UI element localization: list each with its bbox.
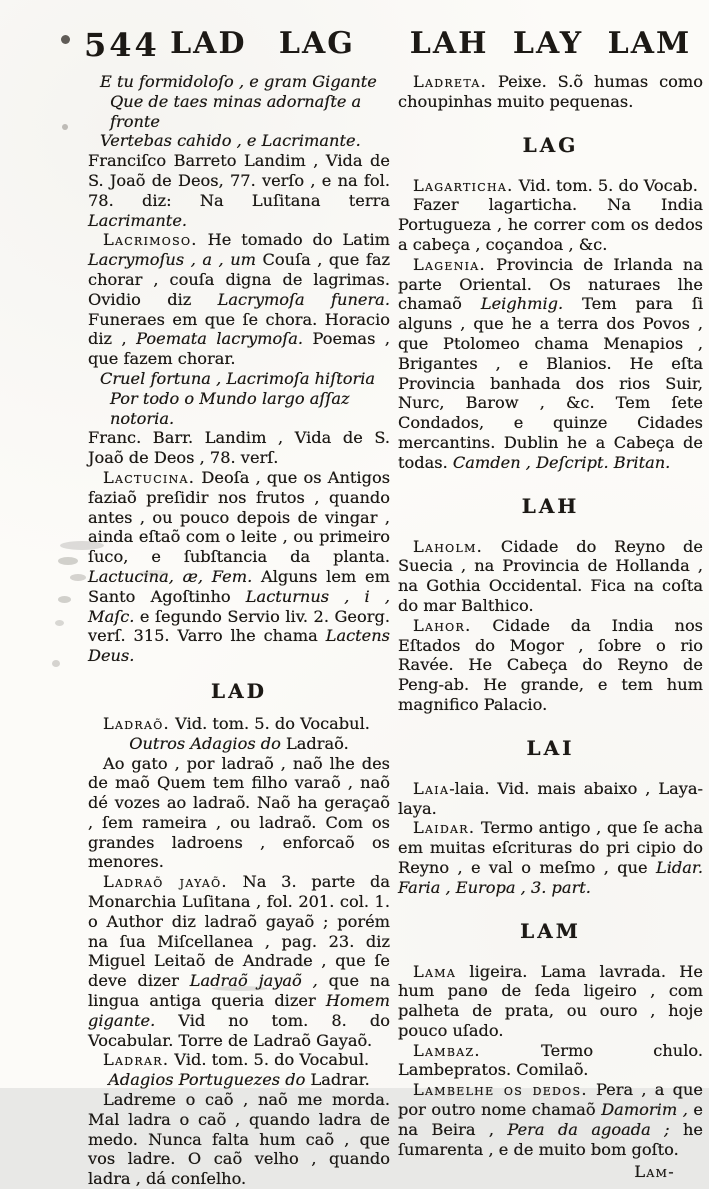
text-segment: LAM: [520, 918, 581, 943]
ink-speck: [52, 660, 60, 667]
text-block: [398, 962, 703, 1041]
text-segment: Fazer lagarticha. Na India Portugueza , he correr com os dedos a cabeça , coçandoa , &c.: [398, 195, 703, 254]
verse-line: [100, 131, 390, 151]
verse-line: [100, 72, 390, 92]
text-segment: Leighmig.: [480, 294, 564, 314]
text-segment: Outros Adagios do: [129, 733, 287, 753]
text-segment: Camden , Deſcript. Britan.: [452, 452, 671, 472]
text-segment: Peixe. S.õ humas como choupinhas muito pequenas.: [398, 72, 703, 111]
text-segment: Tem para ſi alguns , que he a terra dos Povos , que Ptolomeo chama Menapios , Brigantes , e Blanios. He eſta Provincia banhada dos rios Suir, Nurc, Barow , &c. Tem ſete Condados, e quinze Cidades mercantins. Dublin he a Cabeça de todas.: [398, 294, 703, 472]
text-segment: que na lingua antiga queria dizer: [88, 971, 390, 1011]
text-block: [398, 1041, 703, 1081]
right-column: [398, 72, 703, 1189]
text-segment: LAG: [522, 132, 579, 157]
text-segment: Que de taes minas adornaſte a fronte: [110, 91, 362, 131]
text-block: [398, 255, 703, 473]
ink-speck: [60, 541, 104, 550]
text-segment: LAH: [521, 493, 580, 518]
text-block: [88, 1070, 390, 1090]
text-block: [398, 616, 703, 715]
page-number: 544: [84, 26, 160, 64]
text-block: [398, 176, 703, 196]
text-segment: Laholm.: [413, 536, 484, 556]
text-segment: Lacturnus , i , Maſc.: [88, 586, 391, 626]
text-segment: Ladrar.: [310, 1070, 370, 1090]
text-block: [88, 1050, 390, 1070]
left-column: [88, 72, 390, 1189]
ink-speck: [61, 35, 70, 44]
page-header: [0, 26, 709, 68]
text-segment: Adagios Portuguezes do: [108, 1070, 311, 1090]
text-block: [398, 818, 703, 897]
text-segment: Ladraõ jayaõ.: [103, 872, 228, 892]
text-segment: e na Beira ,: [398, 1100, 704, 1139]
text-block: [88, 428, 390, 468]
text-block: [88, 468, 390, 666]
text-block: [398, 537, 703, 616]
ink-speck: [70, 574, 86, 581]
text-segment: Lagenia.: [413, 254, 486, 274]
text-segment: Laidar.: [413, 818, 476, 838]
text-segment: Couſa , que faz chorar , couſa digna de lagrimas. Ovidio diz: [88, 250, 390, 309]
text-segment: Por todo o Mundo largo aſſaz notoria.: [110, 388, 350, 428]
text-columns: [0, 72, 709, 1189]
running-head-left: LAD LAG: [170, 26, 355, 61]
text-block: [88, 714, 390, 734]
ink-speck: [140, 570, 168, 577]
text-segment: Lacrimoso.: [103, 230, 198, 250]
text-segment: Lahor.: [413, 615, 472, 635]
text-segment: Alguns lem em Santo Agoſtinho: [88, 566, 390, 606]
text-segment: Ladraõ.: [103, 713, 171, 733]
text-segment: Vid. tom. 5. do Vocab.: [513, 175, 698, 195]
text-segment: Lacrimante.: [261, 131, 361, 151]
text-segment: Lacrymoſa funera.: [217, 289, 390, 309]
text-segment: Franciſco Barreto Landim , Vida de S. Joaõ de Deos, 77. verſo , e na fol. 78. diz: Na Luſitana terra: [88, 151, 390, 210]
text-segment: ligeira. Lama lavrada. He hum pano de ſeda ligeiro , com palheta de prata, ou ouro , hoje pouco uſado.: [398, 961, 703, 1040]
running-head-right: LAH LAY LAM: [409, 26, 692, 61]
text-block: [398, 779, 703, 819]
catchword: [398, 1162, 703, 1182]
text-block: [88, 872, 390, 1050]
text-segment: Lambelhe os dedos.: [413, 1080, 588, 1100]
text-segment: Lacrymoſus , a , um: [88, 250, 256, 270]
text-segment: Na 3. parte da Monarchia Luſitana , fol. 201. col. 1. o Author diz ladraõ gayaõ ; porém na ſua Miſcellanea , pag. 23. diz Miguel Leitaõ de Andrade , que ſe deve dizer: [88, 872, 390, 991]
text-segment: Ladreta.: [413, 72, 488, 91]
text-segment: Lactucina, æ, Fem.: [88, 566, 253, 586]
text-segment: Cidade da India nos Eſtados do Mogor , ſobre o rio Ravée. He Cabeça do Reyno de Peng-ab. He grande, e tem hum magnifico Palacio.: [398, 615, 703, 714]
ink-speck: [58, 557, 78, 565]
text-segment: Damorim ,: [601, 1100, 688, 1120]
section-heading: [88, 679, 390, 703]
text-segment: Ladreme o caõ , naõ me morda. Mal ladra o caõ , quando ladra de medo. Nunca falta hum caõ , que vos ladre. O caõ velho , quando ladra , dá conſelho.: [88, 1090, 390, 1189]
ink-speck: [480, 989, 487, 994]
text-segment: Vid. tom. 5. do Vocabul.: [169, 1050, 370, 1070]
ink-speck: [55, 620, 64, 626]
section-heading: [398, 494, 703, 518]
ink-speck: [300, 962, 309, 967]
text-segment: Cidade do Reyno de Suecia , na Provincia de Hollanda , na Gothia Occidental. Fica na coſta do mar Balthico.: [398, 536, 703, 615]
text-segment: Vertebas cahido , e: [100, 131, 262, 151]
verse-line: [110, 389, 390, 429]
text-segment: Pera da agoada ;: [507, 1119, 670, 1139]
text-segment: He tomado do Latim: [197, 230, 390, 250]
text-segment: Franc. Barr. Landim , Vida de S. Joaõ de Deos , 78. verſ.: [88, 428, 390, 468]
text-segment: Vid no tom. 8. do Vocabular. Torre de Ladraõ Gayaõ.: [88, 1010, 390, 1050]
text-segment: Termo antigo , que ſe acha em muitas eſcrituras do pri cipio do Reyno , e val o meſmo , que: [398, 818, 703, 877]
text-segment: Poemas , que fazem chorar.: [88, 329, 390, 369]
text-segment: Lagarticha.: [413, 175, 514, 195]
text-segment: Poemata lacrymoſa.: [136, 329, 304, 349]
verse-line: [100, 369, 390, 389]
ink-speck: [62, 124, 68, 130]
text-segment: Ladraõ jayaõ ,: [189, 971, 318, 991]
text-segment: Lactucina.: [103, 467, 196, 487]
text-segment: LAI: [526, 735, 575, 760]
text-block: [88, 151, 390, 230]
text-block: [88, 1090, 390, 1189]
text-segment: Lidar. Faria , Europa , 3. part.: [398, 857, 703, 897]
text-segment: E tu formidoloſo , e gram Gigante: [100, 72, 377, 91]
text-block: [88, 734, 390, 754]
text-segment: Termo chulo. Lambepratos. Comilaõ.: [398, 1040, 703, 1080]
text-segment: Funeraes em que ſe chora. Horacio diz ,: [88, 309, 390, 349]
text-segment: Lama: [413, 961, 457, 981]
text-block: [398, 195, 703, 254]
section-heading: [398, 919, 703, 943]
text-segment: LAD: [211, 678, 267, 703]
text-segment: Vid. tom. 5. do Vocabul.: [170, 713, 370, 733]
text-segment: Ladraõ.: [286, 733, 349, 753]
text-block: [88, 230, 390, 369]
verse-line: [110, 92, 390, 132]
section-heading: [398, 736, 703, 760]
text-segment: Lambaz.: [413, 1040, 481, 1060]
text-segment: Homem gigante.: [88, 991, 390, 1030]
text-segment: Lacrimante.: [88, 210, 188, 230]
ink-speck: [58, 596, 71, 603]
text-segment: Lactens Deus.: [88, 626, 390, 666]
text-segment: Laia: [413, 778, 450, 798]
ink-speck: [212, 986, 267, 991]
text-segment: -laia. Vid. mais abaixo , Laya-laya.: [398, 778, 703, 818]
text-block: [398, 72, 703, 112]
section-heading: [398, 133, 703, 157]
text-segment: Provincia de Irlanda na parte Oriental. Os naturaes lhe chamaõ: [398, 254, 703, 314]
text-segment: he ſumarenta , e de muito bom goſto.: [398, 1119, 703, 1159]
text-segment: e ſegundo Servio liv. 2. Georg. verſ. 315. Varro lhe chama: [88, 606, 390, 646]
text-block: [398, 1080, 703, 1159]
text-segment: Ao gato , por ladraõ , naõ lhe des de maõ Quem tem filho varaõ , naõ dé vozes ao ladraõ. Naõ ha geraçaõ , ſem rameira , ou ladraõ. Com os grandes ladroens , enforcaõ os menores.: [88, 753, 390, 872]
text-block: [88, 754, 390, 873]
text-segment: Lam-: [634, 1162, 675, 1182]
text-segment: Pera , a que por outro nome chamaõ: [398, 1080, 703, 1120]
text-segment: Cruel fortuna , Lacrimoſa hiſtoria: [100, 368, 376, 388]
text-segment: Deoſa , que os Antigos faziaõ preſidir nos frutos , quando antes , ou pouco depois de vingar , ainda eſtaõ com o leite , ou primeiro ſuco, e ſubſtancia da planta.: [88, 467, 390, 567]
text-segment: Ladrar.: [103, 1050, 170, 1070]
